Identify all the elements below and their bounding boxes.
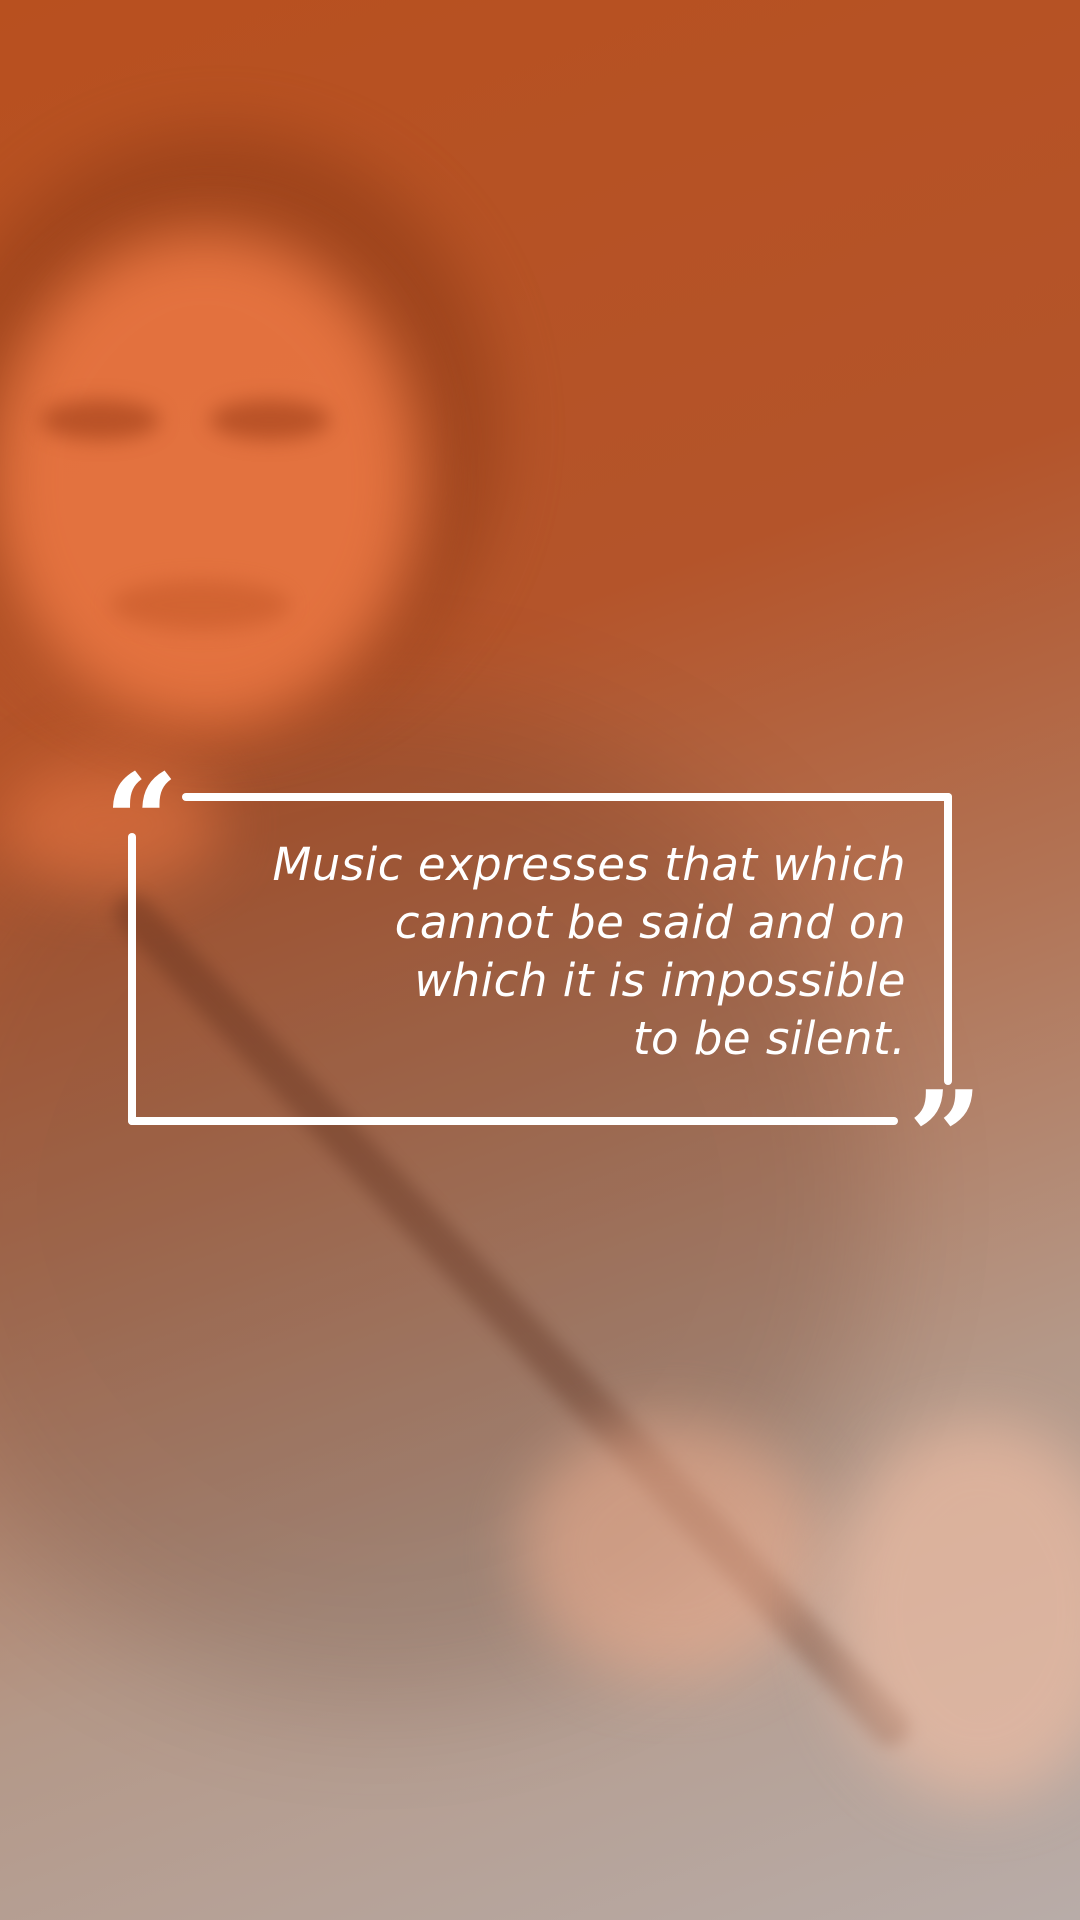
photo-eye-right	[210, 400, 330, 440]
photo-mouth	[110, 580, 290, 630]
quote-line: cannot be said and on	[394, 896, 906, 949]
photo-hand-right	[830, 1420, 1080, 1800]
frame-bottom-line	[128, 1117, 898, 1125]
close-quote-icon: ”	[908, 1062, 983, 1215]
quote-text	[206, 836, 906, 1068]
quote-line: which it is impossible	[414, 954, 906, 1007]
photo-eye-left	[40, 400, 160, 440]
photo-face-highlight	[0, 230, 420, 730]
quote-line: to be silent.	[632, 1012, 906, 1065]
open-quote-icon: “	[104, 745, 179, 898]
frame-top-line	[182, 793, 952, 801]
frame-right-line	[944, 793, 952, 1085]
photo-hand-left	[520, 1420, 820, 1680]
quote-line: Music expresses that which	[272, 838, 906, 891]
